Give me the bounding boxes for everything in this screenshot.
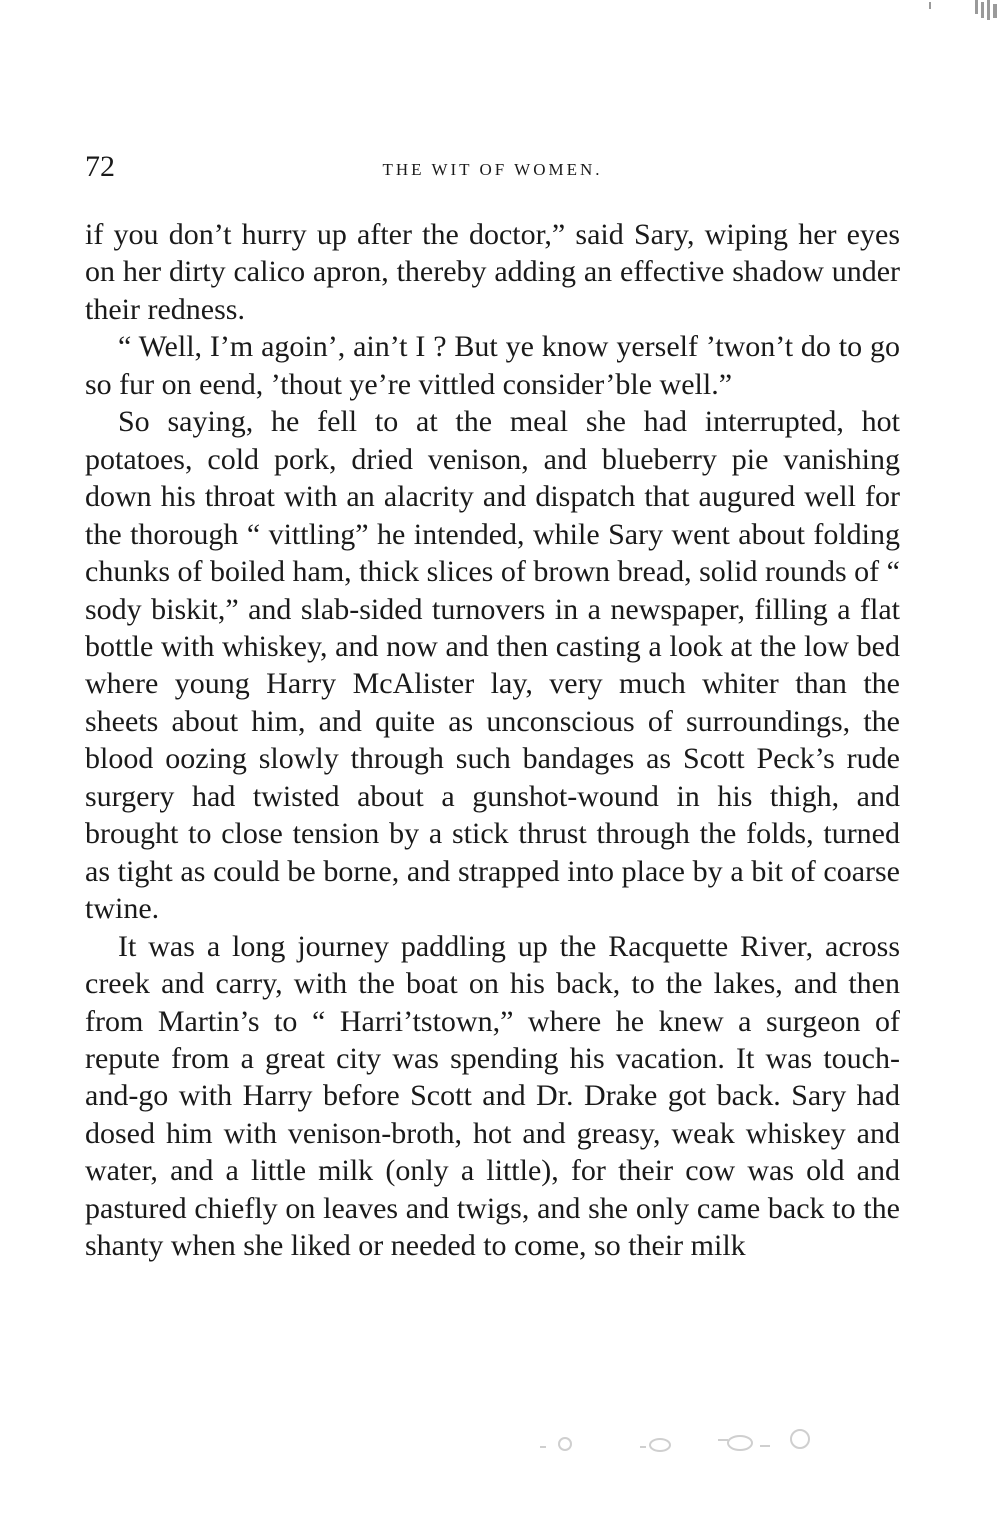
paragraph-meal: So saying, he fell to at the meal she had interrupted, hot potatoes, cold pork, dried venison, and blueberry pie vanishing down his throat with an alacrity and dispatch that augured well for the thorough “ vittling” he intended, while Sary went about folding chunks of boiled ham, thick slices of brown bread, solid rounds of “ sody biskit,” and slab-sided turnovers in a newspaper, filling a flat bottle with whiskey, and now and then casting a look at the low bed where young Harry McAlister lay, very much whiter than the sheets about him, and quite as unconscious of surroundings, the blood oozing slowly through such bandages as Scott Peck’s rude surgery had twisted about a gunshot-wound in his thigh, and brought to close tension by a stick thrust through the folds, turned as tight as could be borne, and strapped into place by a bit of coarse twine.: [85, 405, 900, 926]
page-number: 72: [85, 150, 115, 183]
paragraph-dialogue: “ Well, I’m agoin’, ain’t I ? But ye know yerself ’twon’t do to go so fur on eend, ’thout ye’re vittled consider’ble well.”: [85, 330, 900, 401]
running-title: THE WIT OF WOMEN.: [382, 160, 603, 179]
corner-scan-mark: [929, 0, 997, 20]
bottom-library-stamp: [540, 1430, 809, 1451]
page-header: [85, 150, 900, 190]
paragraph-journey: It was a long journey paddling up the Racquette River, across creek and carry, with the boat on his back, to the lakes, and then from Martin’s to “ Harri’tstown,” where he knew a surgeon of repute from a great city was spending his vacation. It was touch-and-go with Harry before Scott and Dr. Drake got back. Sary had dosed him with venison-broth, hot and greasy, weak whiskey and water, and a little milk (only a little), for their cow was old and pastured chiefly on leaves and twigs, and she only came back to the shanty when she liked or needed to come, so their milk: [85, 929, 900, 1263]
body-text: [85, 216, 900, 1265]
paragraph-continued: if you don’t hurry up after the doctor,” said Sary, wiping her eyes on her dirty calico apron, thereby adding an effective shadow under their redness.: [85, 218, 900, 326]
